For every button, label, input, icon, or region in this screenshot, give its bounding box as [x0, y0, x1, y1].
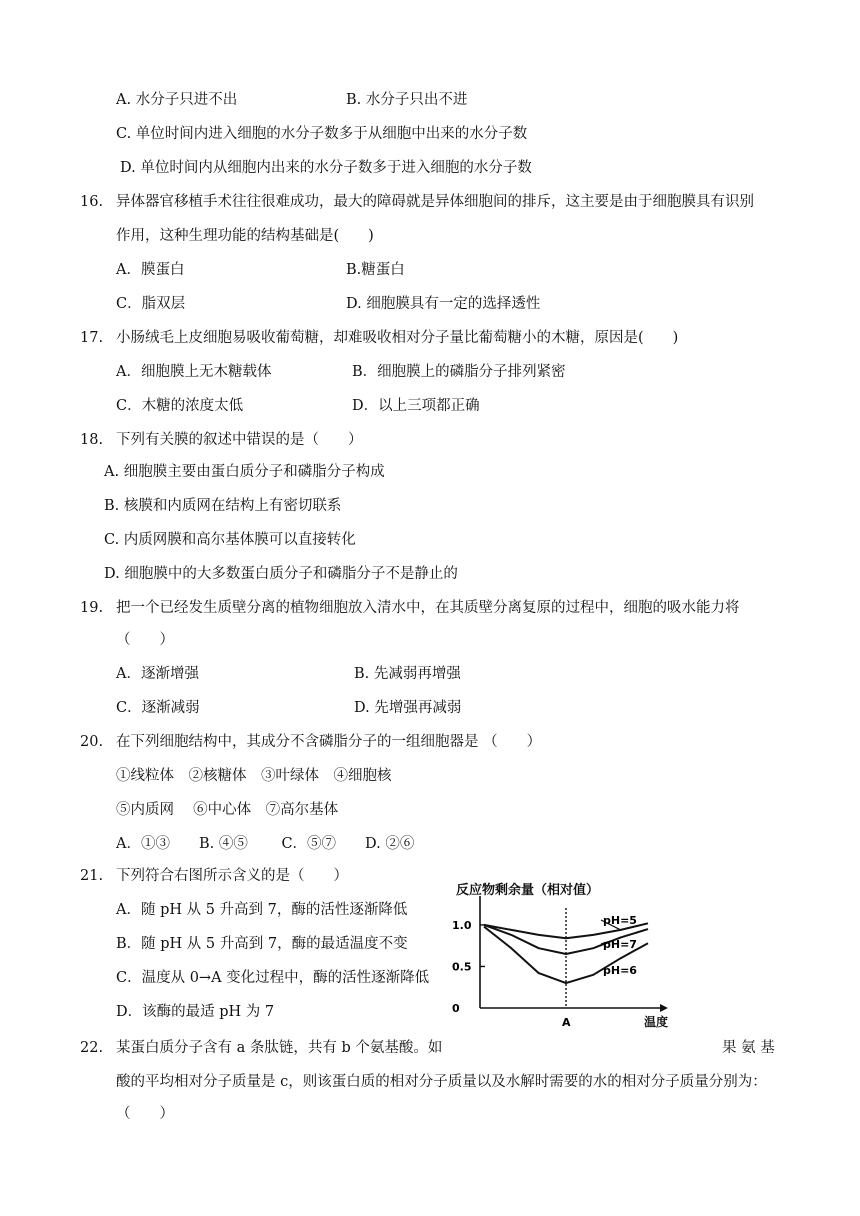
q15-option-b: B. 水分子只出不进	[346, 92, 468, 108]
q22-stem-line1b: 果 氨 基	[722, 1040, 775, 1056]
q20-number: 20.	[80, 734, 104, 750]
q21-option-a: A．随 pH 从 5 升高到 7，酶的活性逐渐降低	[116, 902, 408, 918]
chart-series-label: pH=5	[603, 914, 637, 927]
q17-option-b: B．细胞膜上的磷脂分子排列紧密	[352, 364, 566, 380]
q21-option-b: B．随 pH 从 5 升高到 7，酶的最适温度不变	[116, 936, 408, 952]
chart-y-tick-label: 1.0	[452, 918, 472, 932]
q21-stem: 下列符合右图所示含义的是（ ）	[116, 868, 348, 884]
q22-stem-line1a: 某蛋白质分子含有 a 条肽链，共有 b 个氨基酸。如	[116, 1040, 443, 1056]
q18-option-c: C. 内质网膜和高尔基体膜可以直接转化	[104, 532, 356, 548]
q16-option-a: A．膜蛋白	[116, 262, 185, 278]
chart-series-label: pH=6	[603, 964, 637, 977]
q17-stem: 小肠绒毛上皮细胞易吸收葡萄糖，却难吸收相对分子量比葡萄糖小的木糖，原因是( )	[116, 330, 679, 346]
chart-x-tick-label: A	[562, 1016, 571, 1029]
q16-option-b: B.糖蛋白	[346, 262, 405, 278]
q17-option-d: D．以上三项都正确	[352, 398, 480, 414]
q20-options: A．①③ B. ④⑤ C．⑤⑦ D. ②⑥	[116, 836, 415, 852]
q18-stem: 下列有关膜的叙述中错误的是（ ）	[116, 432, 363, 448]
q19-option-b: B. 先减弱再增强	[354, 666, 461, 682]
q18-number: 18.	[80, 432, 104, 448]
q21-option-c: C．温度从 0→A 变化过程中，酶的活性逐渐降低	[116, 970, 430, 986]
q17-option-c: C．木糖的浓度太低	[116, 398, 244, 414]
q18-option-a: A. 细胞膜主要由蛋白质分子和磷脂分子构成	[104, 464, 385, 480]
q16-number: 16.	[80, 194, 104, 210]
q15-option-a: A. 水分子只进不出	[116, 92, 238, 108]
q15-option-c: C. 单位时间内进入细胞的水分子数多于从细胞中出来的水分子数	[116, 126, 528, 142]
q19-option-c: C．逐渐减弱	[116, 700, 200, 716]
q22-stem-line2: 酸的平均相对分子质量是 c，则该蛋白质的相对分子质量以及水解时需要的水的相对分子质量分别为：	[116, 1074, 767, 1090]
enzyme-activity-chart	[448, 880, 678, 1030]
q20-items-line2: ⑤内质网 ⑥中心体 ⑦高尔基体	[116, 802, 339, 818]
q16-stem-line2: 作用，这种生理功能的结构基础是( )	[116, 228, 374, 244]
q18-option-d: D. 细胞膜中的大多数蛋白质分子和磷脂分子不是静止的	[104, 566, 458, 582]
q19-option-a: A．逐渐增强	[116, 666, 199, 682]
q20-stem: 在下列细胞结构中，其成分不含磷脂分子的一组细胞器是 （ ）	[116, 734, 542, 750]
q18-option-b: B. 核膜和内质网在结构上有密切联系	[104, 498, 342, 514]
q15-option-d: D. 单位时间内从细胞内出来的水分子数多于进入细胞的水分子数	[120, 160, 532, 176]
q21-number: 21.	[80, 868, 104, 884]
chart-series-label: pH=7	[603, 938, 637, 951]
q19-stem-line2: （ ）	[116, 632, 174, 648]
q22-stem-line3: （ ）	[116, 1106, 174, 1122]
q22-number: 22.	[80, 1040, 104, 1056]
q16-option-c: C．脂双层	[116, 296, 186, 312]
chart-x-axis-label: 温度	[644, 1015, 669, 1029]
chart-y-axis-label: 反应物剩余量（相对值）	[456, 883, 600, 898]
q16-option-d: D. 细胞膜具有一定的选择透性	[346, 296, 541, 312]
q19-number: 19.	[80, 600, 104, 616]
chart-x-arrow	[660, 1004, 668, 1012]
q17-option-a: A．细胞膜上无木糖载体	[116, 364, 272, 380]
chart-y-tick-label: 0.5	[452, 960, 472, 974]
q21-option-d: D．该酶的最适 pH 为 7	[116, 1004, 275, 1020]
chart-y-tick-label: 0	[452, 1002, 460, 1015]
q16-stem-line1: 异体器官移植手术往往很难成功，最大的障碍就是异体细胞间的排斥，这主要是由于细胞膜具有识别	[116, 194, 754, 210]
q19-option-d: D. 先增强再减弱	[354, 700, 462, 716]
q17-number: 17.	[80, 330, 104, 346]
q19-stem-line1: 把一个已经发生质壁分离的植物细胞放入清水中，在其质壁分离复原的过程中，细胞的吸水能力将	[116, 600, 740, 616]
q20-items-line1: ①线粒体 ②核糖体 ③叶绿体 ④细胞核	[116, 768, 392, 784]
